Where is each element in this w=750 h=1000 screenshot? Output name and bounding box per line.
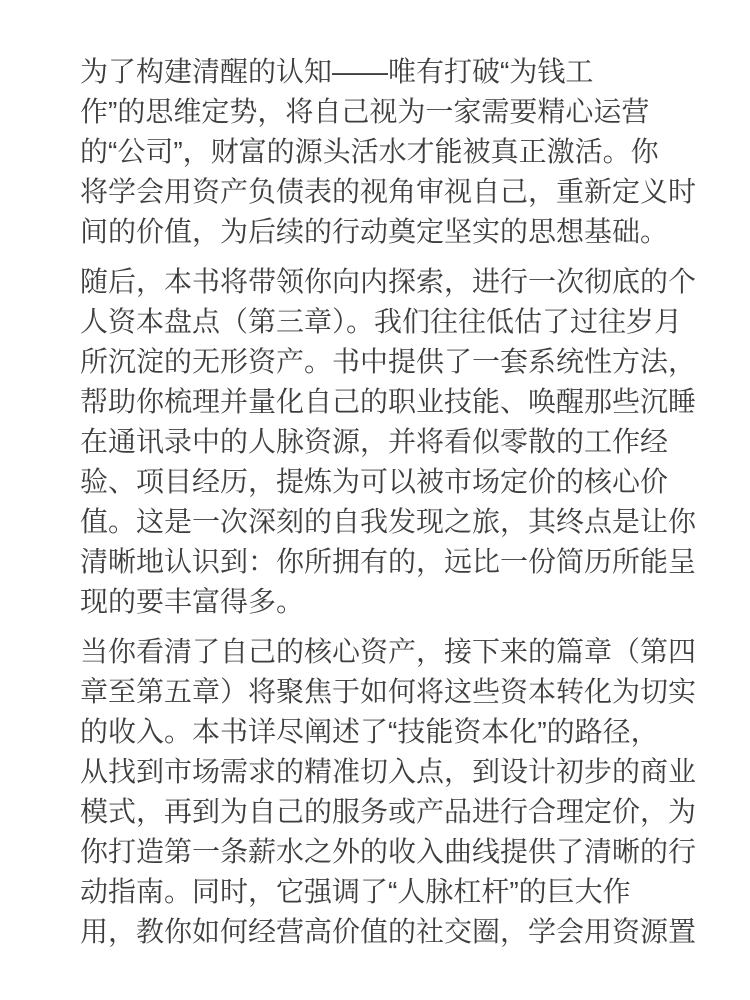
text-line: 作”的思维定势，将自己视为一家需要精心运营 [80, 96, 650, 127]
text-line: 为了构建清醒的认知——唯有打破“为钱工 [80, 56, 594, 87]
text-line: 值。这是一次深刻的自我发现之旅，其终点是让你 [80, 506, 697, 537]
text-line: 用，教你如何经营高价值的社交圈，学会用资源置 [80, 916, 697, 947]
text-line: 动指南。同时，它强调了“人脉杠杆”的巨大作 [80, 876, 631, 907]
paragraph-capital-inventory [80, 262, 750, 622]
text-line: 当你看清了自己的核心资产，接下来的篇章（第四 [80, 636, 697, 667]
text-line: 清晰地认识到：你所拥有的，远比一份简历所能呈 [80, 546, 697, 577]
text-line: 在通讯录中的人脉资源，并将看似零散的工作经 [80, 426, 669, 457]
text-line: 将学会用资产负债表的视角审视自己，重新定义时 [80, 176, 697, 207]
paragraph-skill-monetization [80, 632, 750, 952]
text-line: 从找到市场需求的精准切入点，到设计初步的商业 [80, 756, 697, 787]
text-line: 人资本盘点（第三章）。我们往往低估了过往岁月 [80, 306, 683, 337]
text-line: 模式，再到为自己的服务或产品进行合理定价，为 [80, 796, 697, 827]
text-line: 验、项目经历，提炼为可以被市场定价的核心价 [80, 466, 669, 497]
text-line: 所沉淀的无形资产。书中提供了一套系统性方法， [80, 346, 697, 377]
text-line: 的“公司”，财富的源头活水才能被真正激活。你 [80, 136, 659, 167]
text-line: 随后，本书将带领你向内探索，进行一次彻底的个 [80, 266, 697, 297]
text-line: 的收入。本书详尽阐述了“技能资本化”的路径， [80, 716, 659, 747]
document-body [80, 52, 750, 952]
paragraph-mindset [80, 52, 750, 252]
text-line: 帮助你梳理并量化自己的职业技能、唤醒那些沉睡 [80, 386, 697, 417]
text-line: 现的要丰富得多。 [80, 586, 305, 617]
text-line: 章至第五章）将聚焦于如何将这些资本转化为切实 [80, 676, 697, 707]
text-line: 间的价值，为后续的行动奠定坚实的思想基础。 [80, 216, 669, 247]
text-line: 你打造第一条薪水之外的收入曲线提供了清晰的行 [80, 836, 697, 867]
